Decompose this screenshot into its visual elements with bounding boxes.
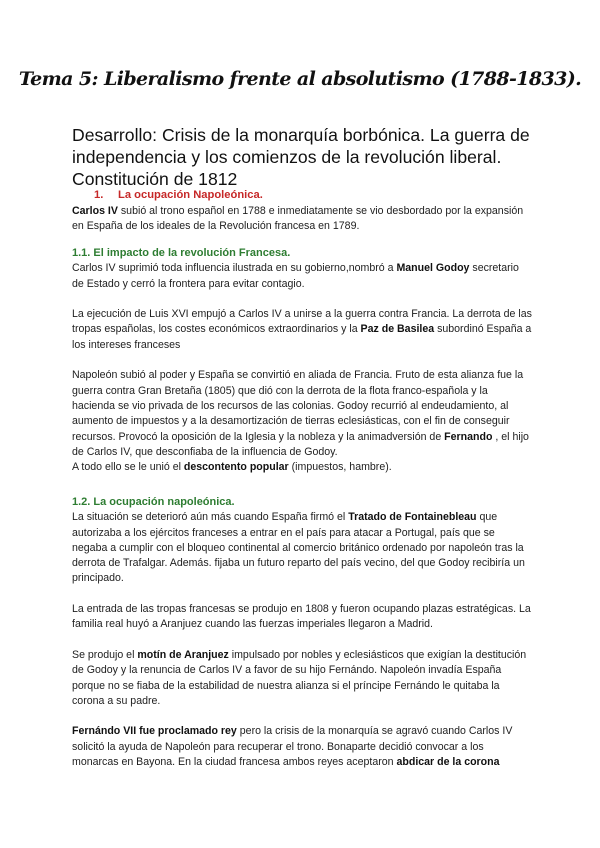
paragraph-basilea-bold: Paz de Basilea	[360, 323, 435, 336]
paragraph-napoleon-text: Napoleón subió al poder y España se convirtió en aliada de Francia. Fruto de esta alianza fue la guerra contra Gran Bretaña (1805) que dió con la derrota de la flota franco-española y la hacienda se vio privada de los recursos de las colonias. Godoy recurrió al endeudamiento, al aumento de impuestos y a la desamortización de tierras eclesiásticas, con el fin de conseguir recursos. Provocó la oposición de la Iglesia y la nobleza y la animadversión de	[72, 369, 524, 443]
paragraph-fontainebleau-text: La situación se deterioró aún más cuando España firmó el	[72, 511, 349, 524]
section-1-title	[94, 189, 263, 201]
section-1-number: 1.	[94, 189, 104, 201]
paragraph-fernando-bold-end: abdicar de la corona	[396, 756, 500, 769]
document-title: Tema 5: Liberalismo frente al absolutismo (1788-1833).	[18, 68, 582, 90]
paragraph-basilea-text-end: subordinó España a los intereses franceses	[72, 323, 532, 351]
intro-text: subió al trono español en 1788 e inmediatamente se vio desbordado por la expansión en España de los ideales de la Revolución francesa en 1789.	[72, 205, 524, 233]
paragraph-fernando	[72, 724, 532, 770]
paragraph-napoleon	[72, 368, 532, 460]
paragraph-godoy-text-end: secretario de Estado y cerró la frontera para evitar contagio.	[72, 262, 519, 290]
paragraph-fernando-text: pero la crisis de la monarquía se agravó cuando Carlos IV solicitó la ayuda de Napoleón para recuperar el trono. Bonaparte decidió convocar a los monarcas en Bayona. En la ciudad francesa ambos reyes aceptaron	[72, 725, 513, 769]
spacer	[72, 633, 532, 648]
spacer	[72, 709, 532, 724]
paragraph-aranjuez-text: Se produjo el	[72, 648, 138, 661]
paragraph-fontainebleau-text-end: que autorizaba a los ejércitos franceses a entrar en el país para atacar a Portugal, país que se negaba a cumplir con el bloqueo continental al comercio británico ordenado por napoleón tras la derrota de Trafalgar. Además. fijaba un futuro reparto del país vecino, del que Godoy recibiría un principado.	[72, 511, 525, 585]
paragraph-fontainebleau-bold: Tratado de Fontainebleau	[348, 511, 477, 524]
paragraph-godoy-bold: Manuel Godoy	[396, 262, 470, 275]
section-1-label: La ocupación Napoleónica.	[118, 189, 263, 201]
intro-paragraph	[72, 204, 532, 235]
paragraph-descontento-text: A todo ello se le unió el	[72, 461, 184, 474]
paragraph-godoy-text: Carlos IV suprimió toda influencia ilustrada en su gobierno,nombró a	[72, 262, 397, 275]
paragraph-aranjuez-text-end: impulsado por nobles y eclesiásticos que exigían la destitución de Godoy y la renuncia de Carlos IV a favor de su hijo Fernándo. Napoleón invadía España porque no se fiaba de la estabilidad de nuestra alianza si el príncipe Fernándo le quitaba la corona a su padre.	[72, 648, 527, 707]
paragraph-aranjuez-bold: motín de Aranjuez	[137, 648, 229, 661]
paragraph-entrada: La entrada de las tropas francesas se produjo en 1808 y fueron ocupando plazas estratégicas. La familia real huyó a Aranjuez cuando las fuerzas imperiales llegaron a Madrid.	[72, 603, 531, 631]
paragraph-descontento	[72, 460, 532, 475]
paragraph-aranjuez	[72, 648, 532, 709]
paragraph-descontento-text-end: (impuestos, hambre).	[288, 461, 392, 474]
paragraph-napoleon-bold: Fernando	[444, 430, 493, 443]
subsection-1-1	[72, 246, 532, 475]
subsection-1-2-title: 1.2. La ocupación napoleónica.	[72, 496, 235, 508]
spacer	[72, 587, 532, 602]
paragraph-basilea-text: La ejecución de Luis XVI empujó a Carlos IV a unirse a la guerra contra Francia. La derrota de las tropas españolas, los costes económicos extraordinarios y la	[72, 308, 532, 336]
paragraph-fontainebleau	[72, 510, 532, 586]
paragraph-basilea	[72, 307, 532, 353]
section-heading: Desarrollo: Crisis de la monarquía borbónica. La guerra de independencia y los comienzos de la revolución liberal. Constitución de 1812	[72, 125, 530, 189]
intro-bold: Carlos IV	[72, 205, 118, 217]
paragraph-fernando-bold: Fernándo VII fue proclamado rey	[72, 725, 237, 738]
subsection-1-1-title: 1.1. El impacto de la revolución Francesa.	[72, 247, 291, 259]
spacer	[72, 292, 532, 307]
paragraph-napoleon-text-end: , el hijo de Carlos IV, que desconfiaba de la influencia de Godoy.	[72, 430, 529, 458]
intro-block	[72, 204, 532, 235]
paragraph-godoy	[72, 261, 532, 292]
subsection-1-2	[72, 495, 532, 770]
spacer	[72, 353, 532, 368]
paragraph-descontento-bold: descontento popular	[183, 461, 289, 474]
